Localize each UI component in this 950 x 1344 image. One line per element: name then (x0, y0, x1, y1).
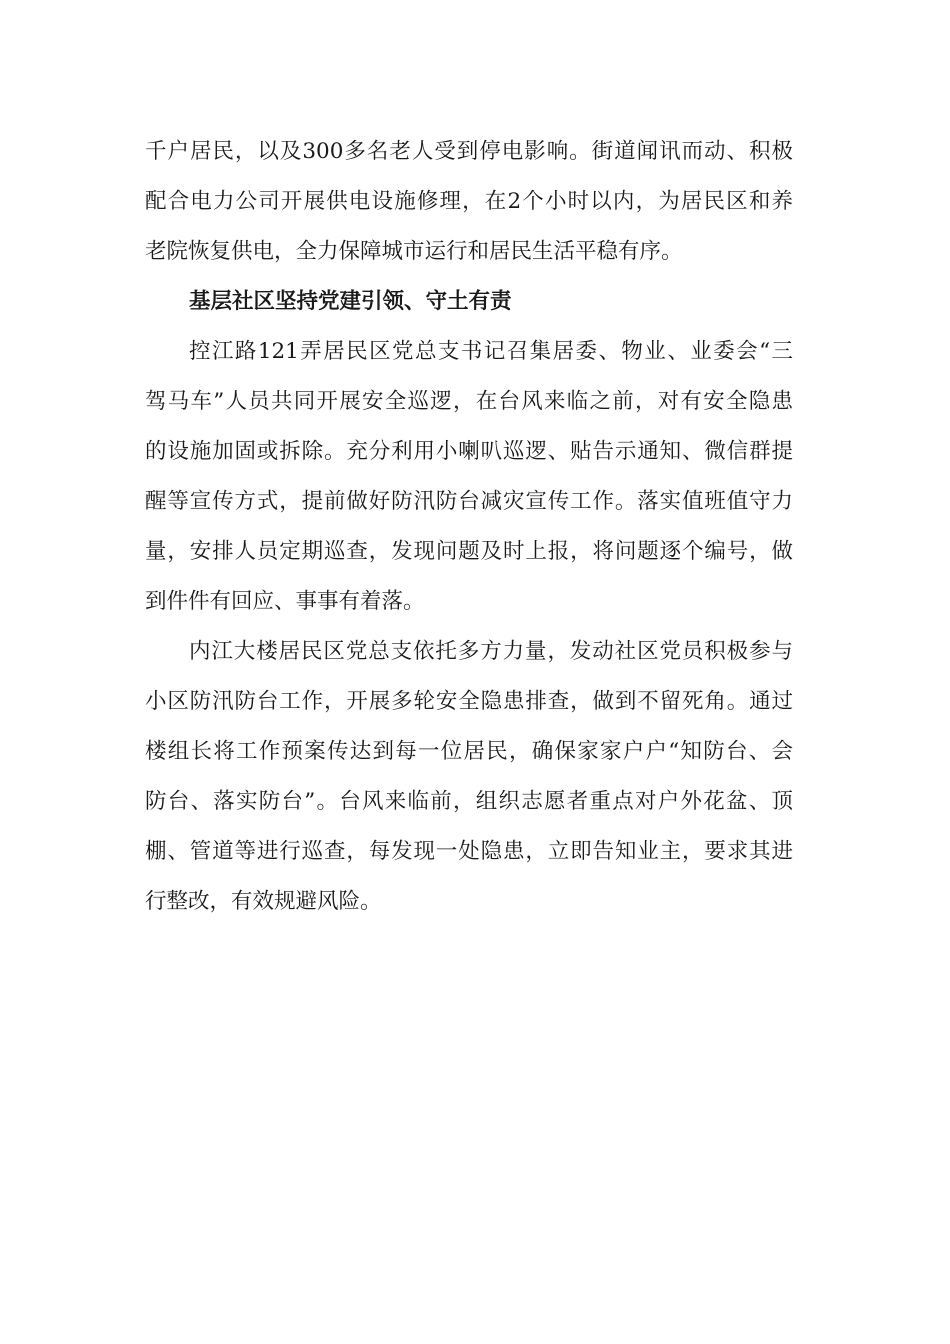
paragraph-neijiang-building (145, 627, 793, 927)
document-page (145, 127, 793, 927)
text-line: 行整改，有效规避风险。 (145, 889, 382, 914)
text-line: 的设施加固或拆除。充分利用小喇叭巡逻、贴告示通知、微信群提 (145, 439, 793, 464)
paragraph-power-restoration (145, 127, 793, 277)
text-line: 量，安排人员定期巡查，发现问题及时上报，将问题逐个编号，做 (145, 539, 793, 564)
paragraph-kongjiang-road (145, 327, 793, 627)
text-line: 棚、管道等进行巡查，每发现一处隐患，立即告知业主，要求其进 (145, 839, 793, 864)
text-line: 醒等宣传方式，提前做好防汛防台减灾宣传工作。落实值班值守力 (145, 489, 793, 514)
text-line: 千户居民，以及300多名老人受到停电影响。街道闻讯而动、积极 (145, 139, 793, 164)
text-line: 驾马车”人员共同开展安全巡逻，在台风来临之前，对有安全隐患 (145, 389, 793, 414)
text-line: 小区防汛防台工作，开展多轮安全隐患排查，做到不留死角。通过 (145, 689, 793, 714)
text-line: 控江路121弄居民区党总支书记召集居委、物业、业委会“三 (189, 339, 793, 364)
section-heading: 基层社区坚持党建引领、守土有责 (189, 289, 512, 314)
text-line: 老院恢复供电，全力保障城市运行和居民生活平稳有序。 (145, 239, 683, 264)
text-line: 防台、落实防台”。台风来临前，组织志愿者重点对户外花盆、顶 (145, 789, 793, 814)
text-line: 到件件有回应、事事有着落。 (145, 589, 425, 614)
text-line: 楼组长将工作预案传达到每一位居民，确保家家户户“知防台、会 (145, 739, 793, 764)
text-line: 配合电力公司开展供电设施修理，在2个小时以内，为居民区和养 (145, 189, 793, 214)
text-line: 内江大楼居民区党总支依托多方力量，发动社区党员积极参与 (189, 639, 793, 664)
